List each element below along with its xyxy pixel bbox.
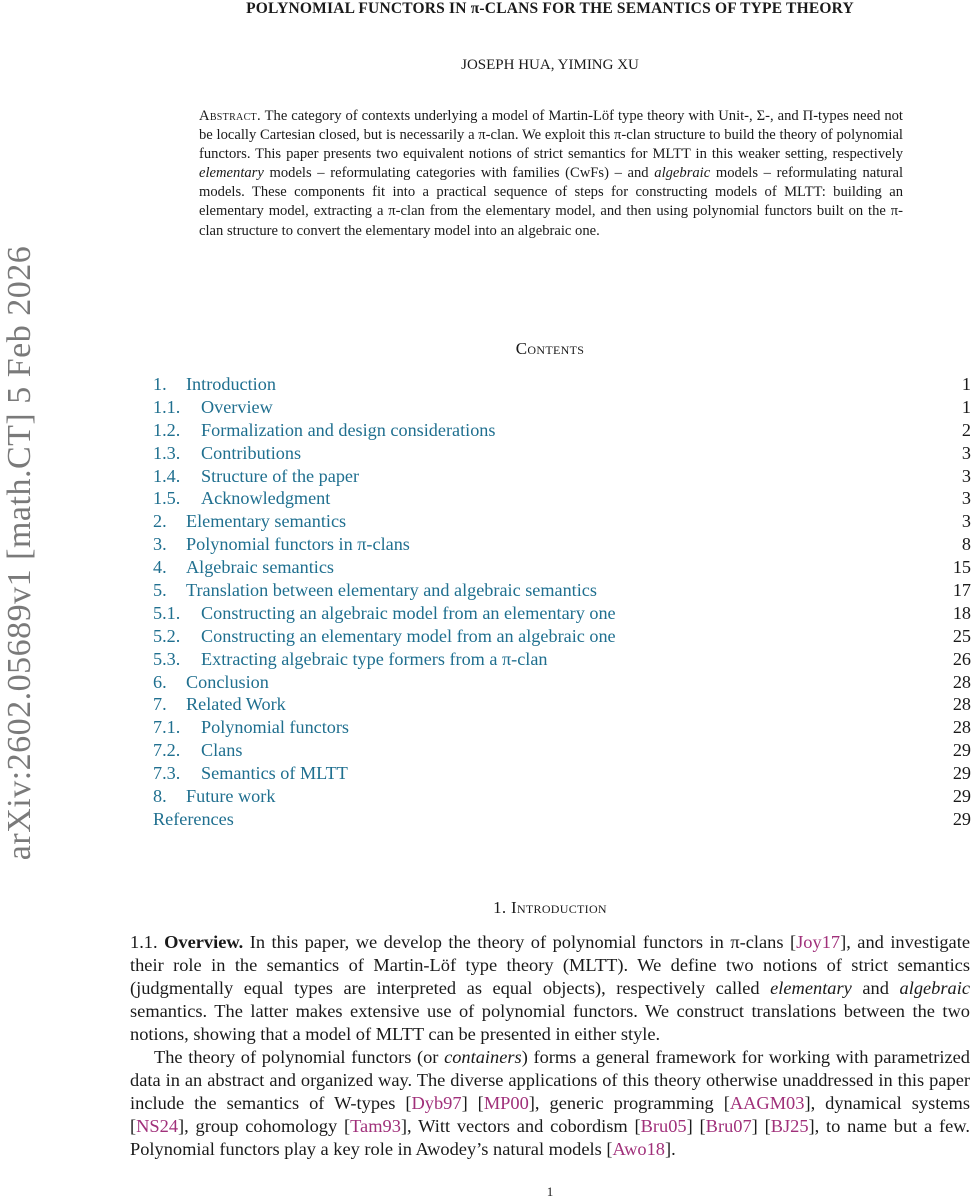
toc-entry-page: 3 <box>961 488 971 509</box>
abstract-emph-elementary: elementary <box>199 165 264 182</box>
toc-entry-number: 7.3. <box>153 763 181 784</box>
toc-entry-number: 7.2. <box>153 740 181 761</box>
toc-entry[interactable] <box>153 808 971 831</box>
toc-entry-number: 4. <box>153 557 167 578</box>
toc-entry-number: 5.2. <box>153 625 181 646</box>
abstract-emph-algebraic: algebraic <box>654 165 711 182</box>
paragraph-text: ] [ <box>751 1116 771 1136</box>
toc-entry[interactable] <box>153 396 971 419</box>
toc-entry[interactable] <box>153 533 971 556</box>
toc-entry-title: Contributions <box>201 442 302 463</box>
toc-entry-title: Introduction <box>186 374 276 394</box>
arxiv-identifier: arXiv:2602.05689v1 [math.CT] 5 Feb 2026 <box>1 245 38 860</box>
toc-entry-title: Conclusion <box>186 671 269 692</box>
toc-entry-page: 2 <box>961 419 971 440</box>
paragraph-text: ], dynamical systems [ <box>130 1093 971 1136</box>
paragraph-text: ], generic programming [ <box>528 1093 730 1113</box>
toc-entry[interactable] <box>153 579 971 602</box>
citation-link[interactable]: Tam93 <box>350 1116 401 1136</box>
toc-entry-title: Extracting algebraic type formers from a π-clan <box>201 648 548 669</box>
abstract-text-3: models – reformulating natural models. These components fit into a practical sequence of steps for constructing models of MLTT: building an elementary model, extracting a π-clan from the elementary model, and then using polynomial functors built on the π-clan structure to convert the elementary model into an algebraic one. <box>199 165 903 239</box>
toc-entry-page: 18 <box>952 602 971 623</box>
toc-entry[interactable] <box>153 373 971 396</box>
toc-entry-page: 29 <box>952 763 971 784</box>
toc-entry-title: Translation between elementary and algebraic semantics <box>186 580 597 601</box>
toc-entry[interactable] <box>153 442 971 465</box>
paper-title: POLYNOMIAL FUNCTORS IN π-CLANS FOR THE SEMANTICS OF TYPE THEORY <box>246 0 854 17</box>
toc-entry[interactable] <box>153 671 971 694</box>
emphasis-elementary: elementary <box>770 978 852 998</box>
toc-entry-title: References <box>153 808 234 829</box>
toc-entry[interactable] <box>153 419 971 442</box>
arxiv-identifier-sidebar <box>0 195 40 910</box>
toc-entry-page: 15 <box>952 557 971 578</box>
toc-entry[interactable] <box>153 693 971 716</box>
contents-heading: Contents <box>515 339 585 358</box>
toc-entry-number: 6. <box>153 671 167 692</box>
toc-entry[interactable] <box>153 510 971 533</box>
toc-entry-page: 3 <box>961 511 971 532</box>
toc-entry-title: Semantics of MLTT <box>201 763 348 784</box>
paragraph-text: ], group cohomology [ <box>178 1116 351 1136</box>
introduction-body <box>130 931 970 1161</box>
toc-entry[interactable] <box>153 465 971 488</box>
toc-entry[interactable] <box>153 648 971 671</box>
toc-entry-title: Related Work <box>186 694 286 715</box>
toc-entry-number: 5.1. <box>153 602 181 623</box>
toc-entry-page: 28 <box>952 671 971 692</box>
paragraph-text: ], to name but a few. Polynomial functors play a key role in Awodey’s natural models [ <box>130 1116 970 1159</box>
toc-entry-title: Constructing an elementary model from an algebraic one <box>201 625 616 646</box>
toc-entry-page: 26 <box>952 648 971 669</box>
toc-entry-title: Polynomial functors <box>201 717 350 738</box>
citation-link[interactable]: Bru07 <box>705 1116 752 1136</box>
overview-heading: Overview. <box>164 932 244 952</box>
overview-number: 1.1. <box>130 932 158 952</box>
toc-entry-page: 29 <box>952 740 971 761</box>
toc-entry-number: 5.3. <box>153 648 181 669</box>
paragraph-text: ], Witt vectors and cobordism [ <box>400 1116 641 1136</box>
toc-entry-page: 17 <box>952 580 971 601</box>
paragraph-text: ] [ <box>461 1093 484 1113</box>
paper-authors: JOSEPH HUA, YIMING XU <box>461 57 639 73</box>
emphasis-algebraic: algebraic <box>899 978 970 998</box>
paragraph-text: ], and investigate their role in the semantics of Martin-Löf type theory (MLTT). We define two notions of strict semantics (judgmentally equal types are interpreted as equal objects), respectively called <box>130 932 970 998</box>
toc-entry-number: 1.1. <box>153 396 181 417</box>
toc-entry-number: 7.1. <box>153 717 181 738</box>
toc-entry-page: 8 <box>961 534 971 555</box>
toc-entry[interactable] <box>153 487 971 510</box>
citation-link[interactable]: Bru05 <box>640 1116 687 1136</box>
toc-entry-title: Constructing an algebraic model from an elementary one <box>201 602 616 623</box>
citation-link[interactable]: Dyb97 <box>411 1093 462 1113</box>
table-of-contents <box>153 373 971 831</box>
toc-entry-title: Polynomial functors in π-clans <box>186 534 410 555</box>
citation-link[interactable]: NS24 <box>136 1116 179 1136</box>
paragraph-text: and <box>862 978 889 998</box>
page-number: 1 <box>546 1184 554 1199</box>
citation-link[interactable]: BJ25 <box>770 1116 809 1136</box>
toc-entry-page: 3 <box>961 442 971 463</box>
toc-entry[interactable] <box>153 785 971 808</box>
emphasis-containers: containers <box>444 1047 522 1067</box>
toc-entry-number: 3. <box>153 534 167 555</box>
toc-entry-number: 5. <box>153 580 167 601</box>
toc-entry-number: 1.4. <box>153 465 181 486</box>
toc-entry[interactable] <box>153 556 971 579</box>
toc-entry-title: Overview <box>201 396 273 417</box>
toc-entry[interactable] <box>153 625 971 648</box>
citation-link[interactable]: Joy17 <box>796 932 841 952</box>
overview-paragraph-1 <box>130 931 970 1046</box>
toc-entry-number: 1. <box>153 374 167 394</box>
toc-entry-page: 29 <box>952 808 971 829</box>
toc-entry-page: 28 <box>952 717 971 738</box>
toc-entry-title: Future work <box>186 786 276 807</box>
toc-entry-page: 29 <box>952 786 971 807</box>
citation-link[interactable]: Awo18 <box>612 1139 665 1159</box>
paragraph-text: ]. <box>664 1139 676 1159</box>
toc-entry-page: 1 <box>961 374 971 394</box>
paragraph-text: In this paper, we develop the theory of polynomial functors in π-clans [ <box>249 932 797 952</box>
toc-entry[interactable] <box>153 739 971 762</box>
paragraph-text: ] [ <box>686 1116 706 1136</box>
citation-link[interactable]: AAGM03 <box>729 1093 805 1113</box>
toc-entry-title: Structure of the paper <box>201 465 360 486</box>
toc-entry-number: 7. <box>153 694 167 715</box>
toc-entry[interactable] <box>153 716 971 739</box>
toc-entry-title: Acknowledgment <box>201 488 331 509</box>
paragraph-text: ) forms a general framework for working with parametrized data in an abstract and organized way. The diverse applications of this theory otherwise unaddressed in this paper include the semantics of W-types [ <box>130 1047 970 1113</box>
citation-link[interactable]: MP00 <box>483 1093 529 1113</box>
abstract-text-2: models – reformulating categories with families (CwFs) – and <box>269 165 649 182</box>
toc-entry-page: 28 <box>952 694 971 715</box>
paragraph-text: The theory of polynomial functors (or <box>154 1047 439 1067</box>
abstract-text: The category of contexts underlying a model of Martin-Löf type theory with Unit-, Σ-, and Π-types need not be locally Cartesian closed, but is necessarily a π-clan. We exploit this π-clan structure to build the theory of polynomial functors. This paper presents two equivalent notions of strict semantics for MLTT in this weaker setting, respectively <box>199 108 903 163</box>
paragraph-text: semantics. The latter makes extensive use of polynomial functors. We construct translations between the two notions, showing that a model of MLTT can be presented in either style. <box>130 1001 970 1044</box>
toc-entry-title: Elementary semantics <box>186 511 347 532</box>
toc-entry-number: 1.3. <box>153 442 181 463</box>
toc-entry-number: 2. <box>153 511 167 532</box>
toc-entry-page: 3 <box>961 465 971 486</box>
toc-entry-title: Formalization and design considerations <box>201 419 496 440</box>
section-heading-introduction: 1. Introduction <box>493 898 607 917</box>
toc-entry-page: 1 <box>961 396 971 417</box>
toc-entry-number: 8. <box>153 786 167 807</box>
toc-entry-title: Algebraic semantics <box>186 557 334 578</box>
toc-entry-number: 1.5. <box>153 488 181 509</box>
abstract-label: Abstract. <box>199 108 261 124</box>
toc-entry-page: 25 <box>952 625 971 646</box>
toc-entry-title: Clans <box>201 740 243 761</box>
abstract <box>199 107 903 241</box>
toc-entry[interactable] <box>153 602 971 625</box>
overview-paragraph-2 <box>130 1046 970 1161</box>
toc-entry-number: 1.2. <box>153 419 181 440</box>
toc-entry[interactable] <box>153 762 971 785</box>
